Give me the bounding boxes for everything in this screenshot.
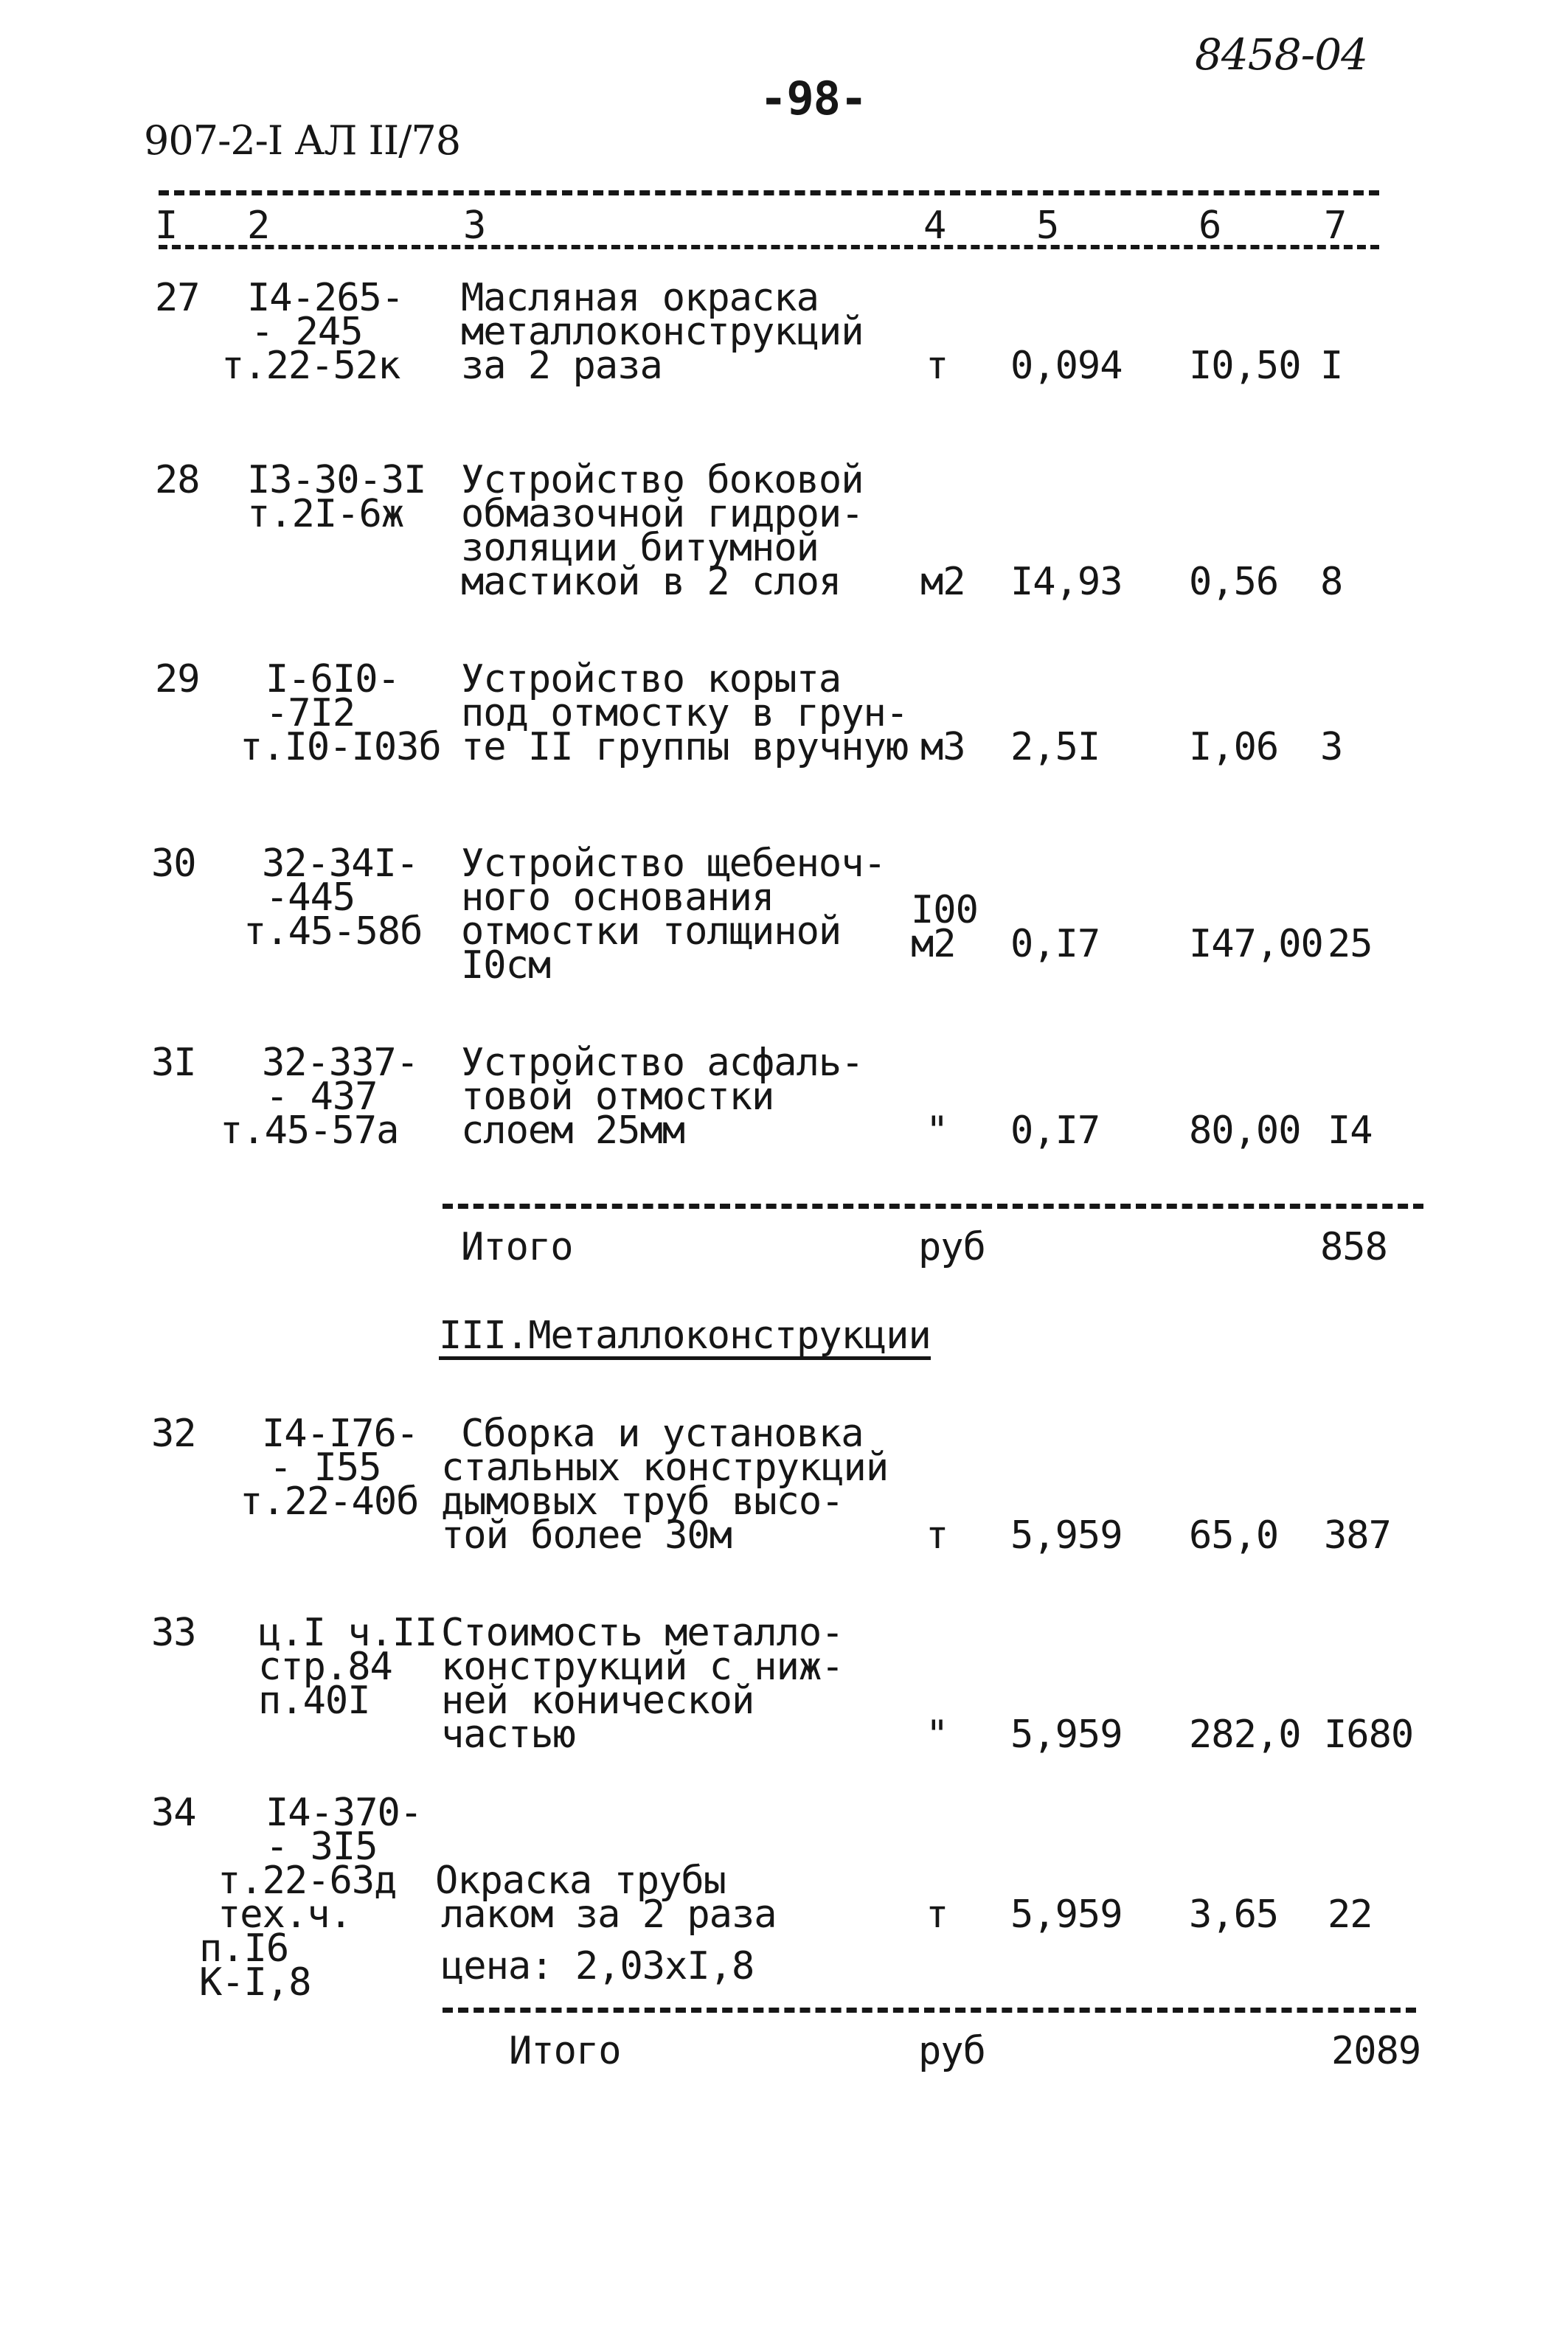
row-total: I4: [1328, 1109, 1373, 1153]
row-description: обмазочной гидрои-: [461, 492, 864, 536]
row-code: ц.I ч.II: [258, 1611, 437, 1655]
row-description: Устройство боковой: [461, 458, 864, 502]
row-description: Стоимость металло-: [441, 1611, 844, 1655]
row-number: 29: [155, 657, 200, 701]
row-unit: ": [926, 1713, 948, 1757]
row-code: 32-34I-: [262, 842, 419, 886]
row-code: п.40I: [258, 1679, 370, 1723]
row-number: 3I: [151, 1041, 196, 1085]
row-price-note: цена: 2,03хI,8: [441, 1944, 754, 1988]
row-code: -445: [266, 875, 355, 920]
row-unit: т: [926, 1513, 948, 1558]
subtotal-label: Итого: [461, 1225, 573, 1269]
row-description: Окраска трубы: [435, 1859, 726, 1903]
row-total: I680: [1324, 1713, 1414, 1757]
column-header-2: 2: [247, 204, 270, 248]
row-description: отмостки толщиной: [461, 909, 842, 954]
row-description: той более 30м: [441, 1513, 732, 1558]
row-number: 27: [155, 276, 200, 320]
row-quantity: 5,959: [1010, 1893, 1123, 1937]
row-code: т.45-57а: [220, 1109, 399, 1153]
row-code: т.45-58б: [243, 909, 423, 954]
row-unit-price: 65,0: [1189, 1513, 1279, 1558]
row-code: - 245: [251, 310, 363, 354]
row-total: 387: [1324, 1513, 1391, 1558]
row-code: -7I2: [266, 691, 355, 735]
row-description: Сборка и установка: [461, 1412, 864, 1456]
row-total: 3: [1320, 725, 1343, 769]
row-description: слоем 25мм: [461, 1109, 685, 1153]
column-header-3: 3: [463, 204, 486, 248]
row-number: 32: [151, 1412, 196, 1456]
column-header-7: 7: [1324, 204, 1347, 248]
row-quantity: 0,I7: [1010, 922, 1100, 966]
row-code: т.I0-I03б: [240, 725, 441, 769]
row-unit-price: 80,00: [1189, 1109, 1301, 1153]
row-description: те II группы вручную: [461, 725, 909, 769]
row-unit-price: 282,0: [1189, 1713, 1301, 1757]
row-total: 22: [1328, 1893, 1373, 1937]
row-quantity: 0,I7: [1010, 1109, 1100, 1153]
subtotal-unit: руб: [918, 2029, 985, 2073]
page-number: -98-: [760, 72, 867, 125]
row-code: I4-265-: [247, 276, 404, 320]
row-code: I4-I76-: [262, 1412, 419, 1456]
row-description: Устройство щебеноч-: [461, 842, 886, 886]
subtotal-unit: руб: [918, 1225, 985, 1269]
row-unit: м2: [911, 922, 956, 966]
row-description: лаком за 2 раза: [441, 1893, 777, 1937]
row-code: т.22-63д: [218, 1859, 397, 1903]
row-description: товой отмостки: [461, 1075, 774, 1119]
section-title: III.Металлоконструкции: [439, 1317, 931, 1360]
subtotal-label: Итого: [509, 2029, 621, 2073]
row-description: ного основания: [461, 875, 774, 920]
row-code: I-6I0-: [266, 657, 400, 701]
row-code: - 3I5: [266, 1825, 378, 1869]
row-unit-price: I,06: [1189, 725, 1279, 769]
row-number: 33: [151, 1611, 196, 1655]
row-code: т.22-52к: [221, 344, 400, 388]
row-description: Устройство асфаль-: [461, 1041, 864, 1085]
row-quantity: 5,959: [1010, 1513, 1123, 1558]
row-unit: ": [926, 1109, 948, 1153]
row-code: 32-337-: [262, 1041, 419, 1085]
row-unit-price: 0,56: [1189, 560, 1279, 604]
row-code: - 437: [266, 1075, 378, 1119]
row-description: мастикой в 2 слоя: [461, 560, 842, 604]
row-number: 30: [151, 842, 196, 886]
row-unit: т: [926, 344, 948, 388]
column-header-5: 5: [1036, 204, 1059, 248]
row-unit-price: I0,50: [1189, 344, 1301, 388]
subtotal-rule: [443, 1204, 1423, 1209]
row-code: тех.ч.: [218, 1893, 352, 1937]
archive-number: 8458-04: [1195, 30, 1368, 80]
subtotal-total: 858: [1320, 1225, 1387, 1269]
row-description: Масляная окраска: [461, 276, 819, 320]
row-code: I3-30-3I: [247, 458, 426, 502]
row-code: К-I,8: [199, 1960, 311, 2005]
row-unit: м2: [920, 560, 965, 604]
row-description: стальных конструкций: [441, 1446, 889, 1490]
row-code: стр.84: [258, 1645, 392, 1689]
row-code: - I55: [269, 1446, 381, 1490]
row-unit: т: [926, 1893, 948, 1937]
row-unit: I00: [911, 888, 978, 932]
header-underline: [159, 245, 1379, 249]
row-description: Устройство корыта: [461, 657, 842, 701]
column-header-6: 6: [1198, 204, 1221, 248]
table-top-rule: [159, 190, 1379, 195]
row-quantity: 0,094: [1010, 344, 1123, 388]
row-code: п.I6: [199, 1926, 289, 1971]
row-unit-price: 3,65: [1189, 1893, 1279, 1937]
row-number: 34: [151, 1791, 196, 1835]
column-header-4: 4: [923, 204, 946, 248]
row-description: I0см: [461, 943, 551, 988]
row-quantity: 2,5I: [1010, 725, 1100, 769]
row-description: за 2 раза: [461, 344, 662, 388]
row-code: т.22-40б: [240, 1479, 419, 1524]
row-description: дымовых труб высо-: [441, 1479, 844, 1524]
subtotal-rule: [443, 2008, 1416, 2013]
row-description: под отмостку в грун-: [461, 691, 909, 735]
row-description: частью: [441, 1713, 575, 1757]
row-number: 28: [155, 458, 200, 502]
row-total: I: [1320, 344, 1343, 388]
row-description: золяции битумной: [461, 526, 819, 570]
row-quantity: I4,93: [1010, 560, 1123, 604]
row-quantity: 5,959: [1010, 1713, 1123, 1757]
row-code: т.2I-6ж: [247, 492, 404, 536]
row-description: конструкций с ниж-: [441, 1645, 844, 1689]
row-code: I4-370-: [266, 1791, 423, 1835]
row-total: 25: [1328, 922, 1373, 966]
document-code: 907-2-I АЛ II/78: [144, 117, 461, 164]
row-description: металлоконструкций: [461, 310, 864, 354]
subtotal-total: 2089: [1331, 2029, 1421, 2073]
row-description: ней конической: [441, 1679, 754, 1723]
row-unit-price: I47,00: [1189, 922, 1323, 966]
row-total: 8: [1320, 560, 1343, 604]
row-unit: м3: [920, 725, 965, 769]
column-header-1: I: [155, 204, 178, 248]
